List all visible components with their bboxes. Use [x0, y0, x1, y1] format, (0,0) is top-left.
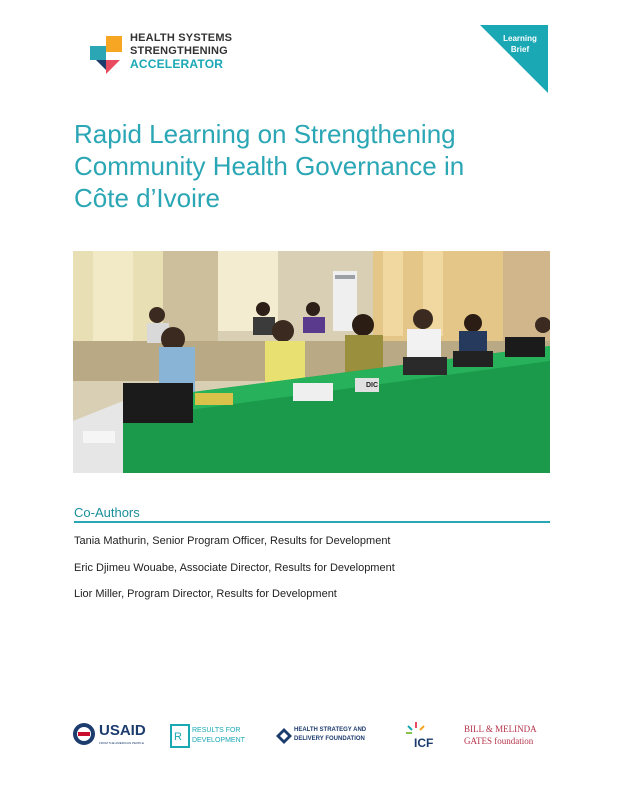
hsdf-mark-icon: [276, 728, 292, 744]
gates-line-2: GATES foundation: [464, 736, 534, 746]
gates-foundation-logo: [464, 718, 556, 754]
r4d-line-2: DEVELOPMENT: [192, 737, 245, 744]
title-line-3: Côte d’Ivoire: [74, 183, 220, 213]
coauthors-divider: [74, 521, 550, 523]
hsdf-logo: [276, 718, 386, 754]
author-1: Tania Mathurin, Senior Program Officer, Results for Development: [74, 535, 391, 547]
logo-line-3: ACCELERATOR: [130, 57, 224, 71]
page-title: [74, 118, 554, 214]
badge-line-2: Brief: [510, 45, 530, 54]
logo-line-2: STRENGTHENING: [130, 45, 228, 57]
workshop-photo: [73, 251, 550, 473]
title-line-1: Rapid Learning on Strengthening: [74, 119, 456, 149]
svg-text:R: R: [174, 731, 182, 743]
r4d-line-1: RESULTS FOR: [192, 727, 241, 734]
usaid-seal-icon: [72, 722, 96, 746]
gates-line-1: BILL & MELINDA: [464, 724, 537, 734]
usaid-logo: [72, 718, 154, 754]
r4d-mark-icon: [170, 724, 190, 748]
partner-logos: [70, 718, 560, 758]
usaid-wordmark: USAID: [99, 722, 146, 739]
author-2: Eric Djimeu Wouabe, Associate Director, Results for Development: [74, 562, 395, 574]
badge-line-1: Learning: [503, 34, 537, 43]
table-sign: DIC: [366, 382, 379, 389]
title-line-2: Community Health Governance in: [74, 151, 465, 181]
icf-logo: [404, 718, 454, 754]
hssa-logo: [86, 32, 246, 82]
r4d-logo: [170, 718, 260, 754]
author-3: Lior Miller, Program Director, Results for Development: [74, 588, 337, 600]
coauthors-heading: Co-Authors: [74, 505, 140, 520]
hsdf-line-2: DELIVERY FOUNDATION: [294, 736, 365, 742]
hsdf-line-1: HEALTH STRATEGY AND: [294, 727, 367, 733]
hssa-logo-mark: [86, 32, 126, 76]
learning-brief-badge: [477, 25, 548, 93]
logo-line-1: HEALTH SYSTEMS: [130, 32, 233, 44]
usaid-tagline: FROM THE AMERICAN PEOPLE: [99, 741, 144, 745]
icf-wordmark: ICF: [414, 736, 434, 750]
